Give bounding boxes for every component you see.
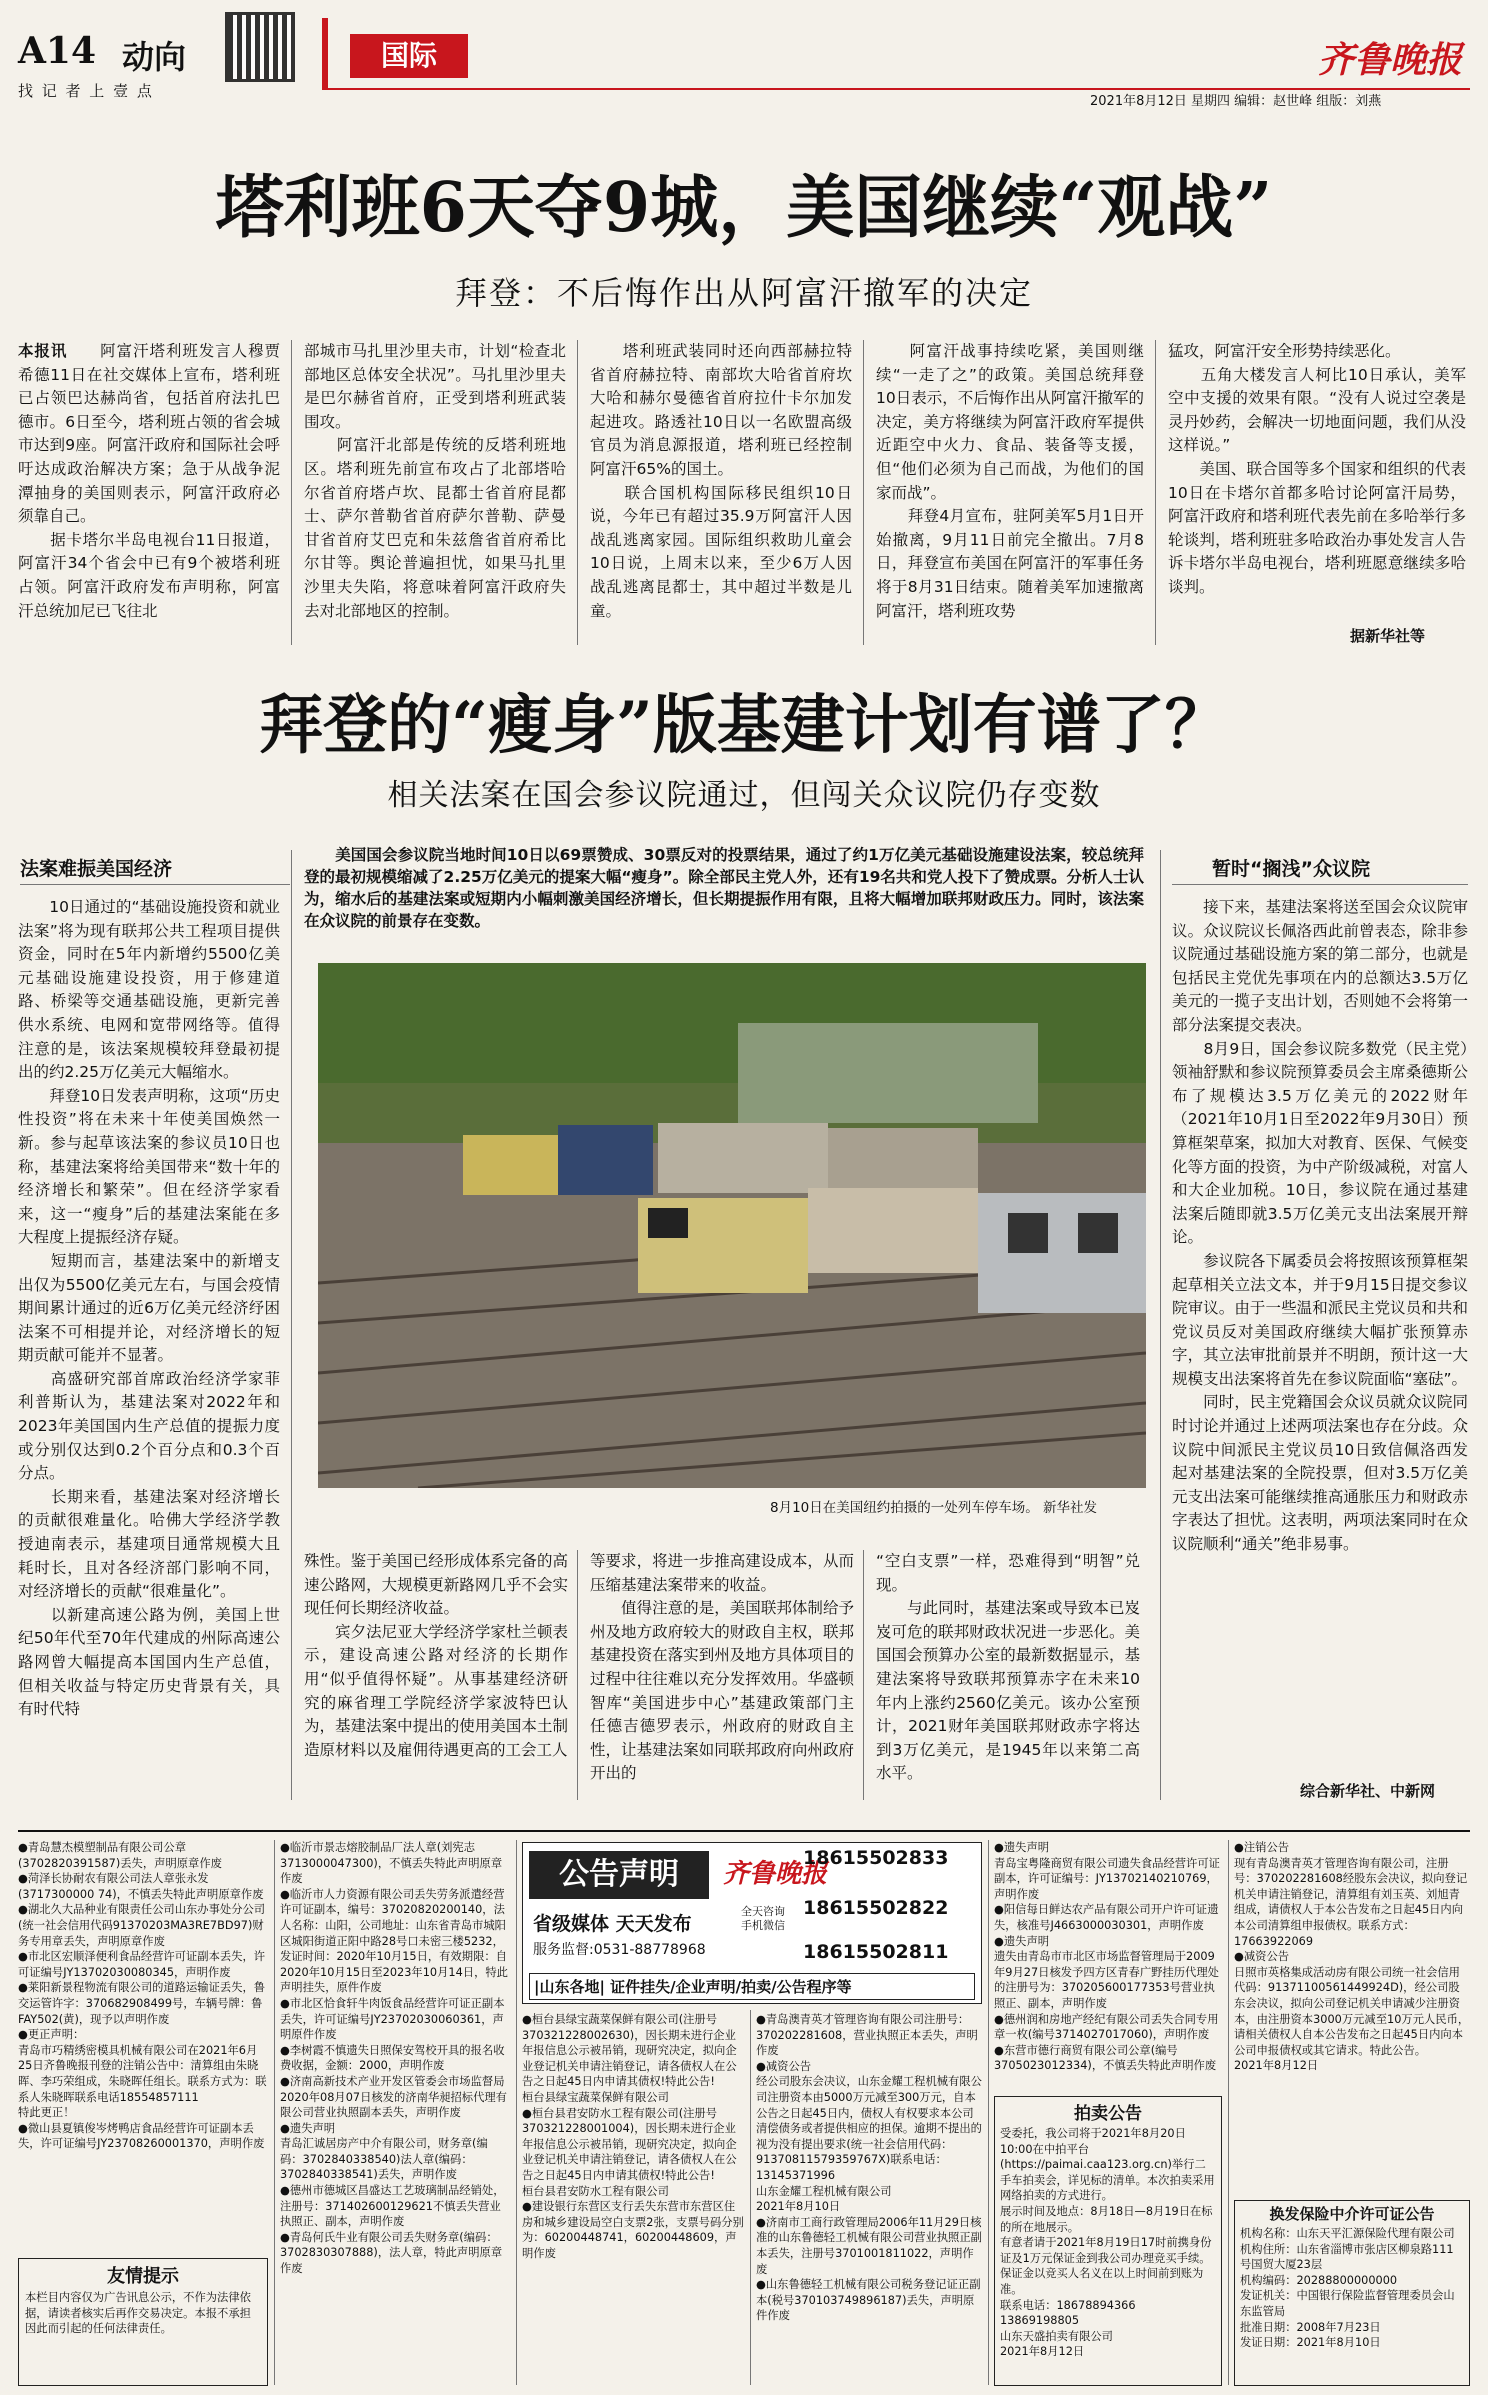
column-divider [1160,850,1161,1800]
article1-col3: 塔利班武装同时还向西部赫拉特省首府赫拉特、南部坎大哈省首府坎大哈和赫尔曼德省首府拉什卡尔加发起进攻。路透社10日以一名欧盟高级官员为消息源报道，塔利班已经控制阿富汗65%的国土。 联合国机构国际移民组织10日说，今年已有超过35.9万阿富汗人因战乱逃离家园。国际组织救助儿童会10日说，上周末以来，至少6万人因战乱逃离昆都士，其中超过半数是儿童。 [590,342,852,620]
auction-box [994,2096,1222,2386]
train-yard-photo [318,963,1146,1488]
insurance-title: 换发保险中介许可证公告 [1269,2205,1435,2223]
article2-bottom1: 殊性。鉴于美国已经形成体系完备的高速公路网，大规模更新路网几乎不会实现任何长期经济收益。 宾夕法尼亚大学经济学家杜兰顿表示，建设高速公路对经济的长期作用“似乎值得怀疑”。从事基建经济研究的麻省理工学院经济学家波特巴认为，基建法案中提出的使用美国本土制造原材料以及雇佣待遇更高的工会工人 [304,1552,568,1759]
section-name: 动向 [122,38,187,76]
article1-source: 据新华社等 [1350,627,1426,645]
article2-subhead: 相关法案在国会参议院通过，但闯关众议院仍存变数 [387,778,1101,813]
lead-tag: 本报讯 [18,342,68,360]
column-divider [1155,340,1156,645]
article1-col4: 阿富汗战事持续吃紧，美国则继续“一走了之”的政策。美国总统拜登10日表示，不后悔作出从阿富汗撤军的决定，美方将继续为阿富汗政府军提供近距空中火力、食品、装备等支援，但“他们必须为自己而战，为他们的国家而战”。 拜登4月宣布，驻阿美军5月1日开始撤离，9月11日前完全撤出。7月8日，拜登宣布美国在阿富汗的军事任务将于8月31日结束。随着美军加速撤离阿富汗，塔利班攻势 [876,342,1144,620]
article2-headline: 拜登的“瘦身”版基建计划有谱了？ [259,688,1229,763]
announcement-logo-box [522,1842,982,2004]
column-divider [291,850,292,1800]
article2-col1: 10日通过的“基础设施投资和就业法案”将为现有联邦公共工程项目提供资金，同时在5年内新增约5500亿美元基础设施建设投资，用于修建道路、桥梁等交通基础设施，更新完善供水系统、电网和宽带网络等。值得注意的是，该法案规模较拜登最初提出的约2.25万亿美元大幅缩水。 拜登10日发表声明称，这项“历史性投资”将在未来十年使美国焕然一新。参与起草该法案的参议员10日也称，基建法案将给美国带来“数十年的经济增长和繁荣”。但在经济学家看来，这一“瘦身”后的基建法案能在多大程度上提振经济存疑。 短期而言，基建法案中的新增支出仅为5500亿美元左右，与国会疫情期间累计通过的近6万亿美元经济纾困法案不可相提并论，对经济增长的短期贡献可能并不显著。 高盛研究部首席政治经济学家菲利普斯认为，基建法案对2022年和2023年美国国内生产总值的提振力度或分别仅达到0.2个百分点和0.3个百分点。 长期来看，基建法案对经济增长的贡献很难量化。哈佛大学经济学教授迪南表示，基建项目通常规模大且耗时长，且对各经济部门影响不同，对经济增长的贡献“很难量化”。 以新建高速公路为例，美国上世纪50年代至70年代建成的州际高速公路网曾大幅提高本国国内生产总值，但相关收益与特定历史背景有关，具有时代特 [18,898,280,1719]
ads-col3: ●桓台县绿宝蔬菜保鲜有限公司(注册号370321228002630)，因长期未进行企业年报信息公示被吊销，现研究决定，拟向企业登记机关申请注销登记，请各债权人在公告之日起45日内申请其债权!特此公告! 桓台县绿宝蔬菜保鲜有限公司 ●桓台县君安防水工程有限公司(注册号370321228001004)，因长期未进行企业年报信息公示被吊销，现研究决定，拟向企业登记机关申请注销登记，请各债权人在公告之日起45日内申请其债权!特此公告! 桓台县君安防水工程有限公司 ●建设银行东营区支行丢失东营市东营区住房和城乡建设局空白支票2张，支票号码分别为：60200448741，60200448609，声明作废 [522,2013,744,2260]
ads-divider [1228,1840,1229,2385]
phone-3: 18615502811 [803,1941,949,1963]
ads-top-rule [18,1830,1470,1832]
ads-divider [988,1840,989,2385]
section-tag [350,34,468,78]
announcement-bar: |山东各地| 证件挂失/企业声明/拍卖/公告程序等 [529,1973,975,2000]
left-section-title: 法案难振美国经济 [20,858,173,880]
slogan: 找 记 者 上 壹 点 [18,82,154,100]
column-divider [291,340,292,645]
section-rule [20,884,290,885]
ads-divider [750,2010,751,2385]
article2-bottom2: 等要求，将进一步推高建设成本，从而压缩基建法案带来的收益。 值得注意的是，美国联邦体制给予州及地方政府较大的财政自主权，联邦基建投资在落实到州及地方具体项目的过程中往往难以充分发挥效用。华盛顿智库“美国进步中心”基建政策部门主任德吉德罗表示，州政府的财政自主性，让基建法案如同联邦政府向州政府开出的 [590,1552,854,1783]
announcement-slogan: 省级媒体 天天发布 [533,1913,692,1935]
notice-box [18,2258,268,2386]
qr-code-icon [225,12,295,82]
ads-col6: ●注销公告 现有青岛澳青英才管理咨询有限公司，注册号：370202281608经股东会决议，拟向登记机关申请注销登记，清算组有刘玉英、刘旭青组成，请债权人于本公告发布之日起45日内向本公司清算组申报债权。联系方式：17663922069 ●减资公告 日照市英格集成活动房有限公司统一社会信用代码：91371100561449924D)，经公司股东会决议，拟向公司登记机关申请减少注册资本，由注册资本3000万元减至10万元人民币，请相关债权人自本公告发布之日起45日内向本公司申报债权或其它请求。特此公告。 2021年8月12日 [1234,1841,1470,2073]
article1-headline: 塔利班6天夺9城，美国继续“观战” [215,168,1273,248]
ads-col5: ●遗失声明 青岛宝粤隆商贸有限公司遗失食品经营许可证副本，许可证编号：JY13702140210769，声明作废 ●阳信每日鲜达农产品有限公司开户许可证遗失，核准号J4663000030301，声明作废 ●遗失声明 遗失由青岛市市北区市场监督管理局于2009年9月27日核发予四方区青春广野挂历代理处的注册号为：370205600177353号营业执照正、副本，声明作废 ●德州润和房地产经纪有限公司丢失合同专用章一枚(编号3714027017060)，声明作废 ●东营市德行商贸有限公司公章(编号3705023012334)，不慎丢失特此声明作废 [994,1841,1220,2073]
article2-lead: 美国国会参议院当地时间10日以69票赞成、30票反对的投票结果，通过了约1万亿美元基础设施建设法案，较总统拜登的最初规模缩减了2.25万亿美元的提案大幅“瘦身”。除全部民主党人外，还有19名共和党人投下了赞成票。分析人士认为，缩水后的基建法案或短期内小幅刺激美国经济增长，但长期提振作用有限，且将大幅增加联邦财政压力。同时，该法案在众议院的前景存在变数。 [304,846,1144,930]
ads-col4: ●青岛澳青英才管理咨询有限公司注册号：370202281608，营业执照正本丢失，声明作废 ●减资公告 经公司股东会决议，山东金耀工程机械有限公司注册资本由5000万元减至300万元，自本公告之日起45日内，债权人有权要求本公司清偿债务或者提供相应的担保。逾期不提出的视为没有提出要求(统一社会信用代码：91370811579359767X)联系电话：13145371996 山东金耀工程机械有限公司 2021年8月10日 ●济南市工商行政管理局2006年11月29日核准的山东鲁德轻工机械有限公司营业执照正副本丢失，注册号3701001811022，声明作废 ●山东鲁德轻工机械有限公司税务登记证正副本(税号370103749896187)丢失，声明原件作废 [756,2013,982,2323]
notice-title: 友情提示 [107,2266,179,2287]
column-divider [863,340,864,645]
section-tag-bracket [322,18,328,90]
auction-text: 受委托，我公司将于2021年8月20日10:00在中拍平台(https://paimai.caa123.org.cn)举行二手车拍卖会，详见标的清单。本次拍卖采用网络拍卖的方式进行。 展示时间及地点：8月18日—8月19日在标的所在地展示。 有意者请于2021年8月19日17时前携身份证及1万元保证金到我公司办理竞买手续。保证金以竞买人名义在以上时间前到账为准。 联系电话：18678894366 13869198805 山东天盛拍卖有限公司 2021年8月12日 [1000,2127,1215,2359]
dateline: 2021年8月12日 星期四 编辑：赵世峰 组版：刘燕 [1090,94,1382,109]
article2-right-col: 接下来，基建法案将送至国会众议院审议。众议院议长佩洛西此前曾表态，除非参议院通过基础设施方案的第二部分，也就是包括民主党优先事项在内的总额达3.5万亿美元的一揽子支出计划，否则她不会将第一部分法案提交表决。 8月9日，国会参议院多数党（民主党）领袖舒默和参议院预算委员会主席桑德斯公布了规模达3.5万亿美元的2022财年（2021年10月1日至2022年9月30日）预算框架草案，拟加大对教育、医保、气候变化等方面的投资，为中产阶级减税，对富人和大企业加税。10日，参议院在通过基建法案后随即就3.5万亿美元支出法案展开辩论。 参议院各下属委员会将按照该预算框架起草相关立法文本，并于9月15日提交参议院审议。由于一些温和派民主党议员和共和党议员反对美国政府继续大幅扩张预算赤字，其立法审批前景并不明朗，预计这一大规模支出法案将首先在参议院面临“塞砝”。 同时，民主党籍国会众议员就众议院同时讨论并通过上述两项法案也存在分歧。众议院中间派民主党议员10日致信佩洛西发起对基建法案的全院投票，但对3.5万亿美元支出法案可能继续推高通胀压力和财政赤字表达了担忧。这表明，两项法案同时在众议院顺利“通关”绝非易事。 [1172,898,1468,1554]
article1-col2: 部城市马扎里沙里夫市，计划“检查北部地区总体安全状况”。马扎里沙里夫是巴尔赫省首府，正受到塔利班武装围攻。 阿富汗北部是传统的反塔利班地区。塔利班先前宣布攻占了北部塔哈尔省首府塔卢坎、昆都士省首府昆都士、萨尔普勒省首府萨尔普勒、萨曼甘省首府艾巴克和朱兹詹省首府希比尔甘等。舆论普遍担忧，如果马扎里沙里夫失陷，将意味着阿富汗政府失去对北部地区的控制。 [304,342,566,620]
qr-label: 全天咨询手机微信 [741,1905,785,1932]
article1-subhead: 拜登：不后悔作出从阿富汗撤军的决定 [454,274,1033,312]
insurance-text: 机构名称：山东天平汇源保险代理有限公司 机构住所：山东省淄博市张店区柳泉路111号国贸大厦23层 机构编码：20288800000000 发证机关：中国银行保险监督管理委员会山东监管局 批准日期：2008年7月23日 发证日期：2021年8月10日 [1240,2227,1455,2350]
right-section-title: 暂时“搁浅”众议院 [1212,858,1370,880]
page-number: A14 [18,30,97,72]
ads-col1: ●青岛慧杰模塑制品有限公司公章(3702820391587)丢失，声明原章作废 ●菏泽长协耐农有限公司法人章张永发(3717300000 74)，不慎丢失特此声明原章作废 ●湖北久大品种业有限责任公司山东办事处分公司(统一社会信用代码91370203MA3RE7BD97)财务专用章丢失，声明原章作废 ●市北区宏顺泽便利食品经营许可证副本丢失，许可证编号JY13702030080345，声明作废 ●莱阳新景程物流有限公司的道路运输证丢失，鲁交运管许字：370682908499号，车辆号牌：鲁FAY502(黄)，现予以声明作废 ●更正声明： 青岛市巧精绣密模具机械有限公司在2021年6月25日齐鲁晚报刊登的注销公告中：清算组由朱晓晖、李巧荣组成，朱晓晖任组长。联系方式为：联系人朱晓晖联系电话18554857111 特此更正！ ●微山县夏镇俊岑烤鸭店食品经营许可证副本丢失，许可证编号JY23708260001370，声明作废 [18,1841,267,2151]
column-divider [863,1550,864,1800]
section-rule [1172,884,1468,885]
ads-divider [516,1840,517,2385]
article1-col1 [18,340,280,623]
ads-divider [274,1840,275,2385]
paper-logo: 齐鲁晚报 [1318,39,1463,81]
phone-1: 18615502833 [803,1847,949,1869]
article1-col5: 猛攻，阿富汗安全形势持续恶化。 五角大楼发言人柯比10日承认，美军空中支援的效果有限。“没有人说过空袭是灵丹妙药，会解决一切地面问题，我们从没这样说。” 美国、联合国等多个国家和组织的代表10日在卡塔尔首都多哈讨论阿富汗局势，阿富汗政府和塔利班代表先前在多哈举行多轮谈判，塔利班驻多哈政治办事处发言人告诉卡塔尔半岛电视台，塔利班愿意继续多哈谈判。 [1168,342,1466,596]
column-divider [577,1550,578,1800]
masthead [0,0,1488,110]
announcement-hotline: 服务监督:0531-88778968 [533,1942,706,1958]
ads-col2: ●临沂市景志熔胶制品厂法人章(刘宪志 3713000047300)，不慎丢失特此声明原章作废 ●临沂市人力资源有限公司丢失劳务派遣经营许可证副本，编号：37020820200140，法人名称：山阳，公司地址：山东省青岛市城阳区城阳街道正阳中路28号口未密三楼5232，发证时间：2020年10月15日，有效期限：自2020年10月15日至2023年10月14日，特此声明挂失，原件作废 ●市北区恰食轩牛肉饭食品经营许可证正副本丢失，许可证编号JY23702030060361，声明原件作废 ●李树霞不慎遗失日照保安驾校开具的报名收费收据，金额：2000，声明作废 ●济南高新技术产业开发区管委会市场监督局2020年08月07日核发的济南华昶招标代理有限公司营业执照副本丢失，声明作废 ●遗失声明 青岛汇诚居房产中介有限公司，财务章(编码：3702840338540)法人章(编码：3702840338541)丢失，声明作废 ●德州市德城区昌盛达工艺玻璃制品经销处，注册号：371402600129621不慎丢失营业执照正、副本，声明作废 ●青岛何氏牛业有限公司丢失财务章(编码：3702830307888)，法人章，特此声明原章作废 [280,1841,508,2276]
column-divider [577,340,578,645]
article2-source: 综合新华社、中新网 [1300,1782,1436,1800]
announcement-title [529,1851,709,1899]
announcement-paper: 齐鲁晚报 [723,1859,828,1889]
phone-2: 18615502822 [803,1897,949,1919]
notice-text: 本栏目内容仅为广告讯息公示，不作为法律依据，请读者核实后再作交易决定。本报不承担因此而引起的任何法律责任。 [25,2291,251,2336]
train-yard-illustration [318,963,1146,1488]
photo-caption: 8月10日在美国纽约拍摄的一处列车停车场。 新华社发 [770,1500,1098,1516]
section-tag-label: 国际 [380,39,437,72]
announcement-title-text: 公告声明 [559,1857,679,1892]
article1-col1-text: 阿富汗塔利班发言人穆贾希德11日在社交媒体上宣布，塔利班已占领巴达赫尚省，包括首府法扎巴德市。6日至今，塔利班占领的省会城市达到9座。阿富汗政府和国际社会呼吁达成政治解决方案；急于从战争泥潭抽身的美国则表示，阿富汗政府必须靠自己。 据卡塔尔半岛电视台11日报道，阿富汗34个省会中已有9个被塔利班占领。阿富汗政府发布声明称，阿富汗总统加尼已飞往北 [18,342,280,620]
insurance-box [1234,2200,1470,2386]
auction-title: 拍卖公告 [1074,2104,1142,2124]
article2-bottom3: “空白支票”一样，恐难得到“明智”兑现。 与此同时，基建法案或导致本已岌岌可危的联邦财政状况进一步恶化。美国国会预算办公室的最新数据显示，基建法案将导致联邦预算赤字在未来10年内上涨约2560亿美元。该办公室预计，2021财年美国联邦财政赤字将达到3万亿美元，是1945年以来第二高水平。 [876,1552,1140,1783]
